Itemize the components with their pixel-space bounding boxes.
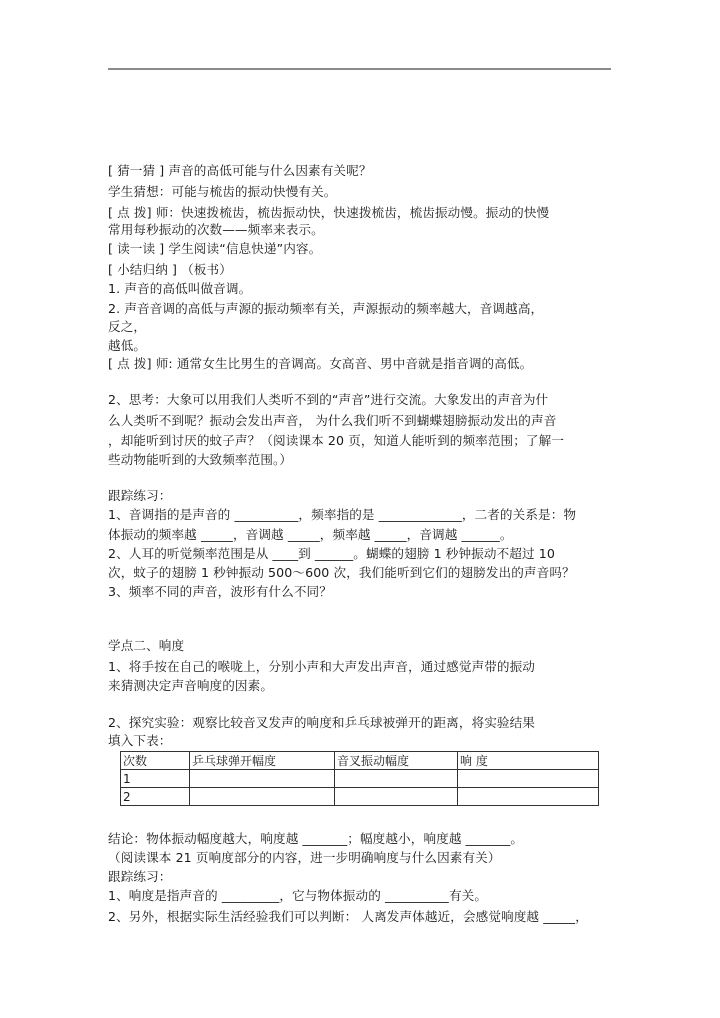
text-line: 些动物能听到的大致频率范围。） bbox=[108, 452, 293, 467]
table-header-cell: 响 度 bbox=[458, 752, 599, 770]
text-line: 1、音调指的是声音的 __________，频率指的是 _____________，二者的关系是：物 bbox=[108, 507, 577, 522]
table-header-row bbox=[121, 752, 599, 770]
text-line: 体振动的频率越 _____，音调越 _____，频率越 _____，音调越 ______。 bbox=[108, 527, 513, 542]
table-header-cell: 次数 bbox=[121, 752, 190, 770]
table-row bbox=[121, 770, 599, 788]
text-line: 越低。 bbox=[108, 338, 147, 353]
text-line: [ 小结归纳 ] （板书） bbox=[108, 262, 232, 277]
table-cell bbox=[335, 770, 458, 788]
text-line: 2. 声音音调的高低与声源的振动频率有关，声源振动的频率越大，音调越高， bbox=[108, 301, 544, 316]
text-line: 2、人耳的听觉频率范围是从 ____到 ______。蝴蝶的翅膀 1 秒钟振动不超过 10 bbox=[108, 546, 555, 561]
table-cell bbox=[458, 770, 599, 788]
header-rule bbox=[108, 68, 611, 70]
table-header-cell: 乒乓球弹开幅度 bbox=[190, 752, 335, 770]
text-line: 2、另外，根据实际生活经验我们可以判断： 人离发声体越近，会感觉响度越 _____， bbox=[108, 909, 588, 924]
text-line: 次，蚊子的翅膀 1 秒钟振动 500～600 次，我们能听到它们的翅膀发出的声音吗？ bbox=[108, 565, 575, 580]
section-heading: 学点二、响度 bbox=[108, 638, 185, 653]
section-heading: 跟踪练习： bbox=[108, 869, 172, 884]
text-line: 来猜测决定声音响度的因素。 bbox=[108, 678, 274, 693]
text-line: [ 读一读 ] 学生阅读“信息快递”内容。 bbox=[108, 241, 322, 256]
experiment-table bbox=[120, 751, 599, 806]
text-line: 常用每秒振动的次数——频率来表示。 bbox=[108, 222, 324, 237]
text-line: 填入下表： bbox=[108, 733, 172, 748]
text-line: （阅读课本 21 页响度部分的内容，进一步明确响度与什么因素有关） bbox=[108, 850, 501, 865]
text-line: 1. 声音的高低叫做音调。 bbox=[108, 281, 252, 296]
text-line: 1、将手按在自己的喉咙上，分别小声和大声发出声音，通过感觉声带的振动 bbox=[108, 659, 536, 674]
text-line: [ 点 拨] 师: 通常女生比男生的音调高。女高音、男中音就是指音调的高低。 bbox=[108, 356, 533, 371]
text-line: [ 点 拨] 师：快速拨梳齿，梳齿振动快，快速拨梳齿，梳齿振动慢。振动的快慢 bbox=[108, 205, 550, 220]
text-line: ，却能听到讨厌的蚊子声？（阅读课本 20 页，知道人能听到的频率范围；了解一 bbox=[108, 433, 565, 448]
table-row bbox=[121, 788, 599, 806]
text-line: 2、思考：大象可以用我们人类听不到的“声音”进行交流。大象发出的声音为什 bbox=[108, 392, 549, 407]
text-line: 么人类听不到呢？振动会发出声音， 为什么我们听不到蝴蝶翅膀振动发出的声音 bbox=[108, 413, 557, 428]
table-cell: 1 bbox=[121, 770, 190, 788]
text-line: 3、频率不同的声音，波形有什么不同？ bbox=[108, 584, 332, 599]
table-cell bbox=[190, 788, 335, 806]
text-line: 1、响度是指声音的 _________，它与物体振动的 __________有关。 bbox=[108, 888, 488, 903]
table-cell: 2 bbox=[121, 788, 190, 806]
text-line: 结论：物体振动幅度越大，响度越 _______；幅度越小，响度越 _______。 bbox=[108, 831, 524, 846]
text-line: 学生猜想：可能与梳齿的振动快慢有关。 bbox=[108, 184, 337, 199]
text-line: 反之， bbox=[108, 319, 147, 334]
table-cell bbox=[335, 788, 458, 806]
table-cell bbox=[458, 788, 599, 806]
section-heading: 跟踪练习： bbox=[108, 488, 172, 503]
table-header-cell: 音叉振动幅度 bbox=[335, 752, 458, 770]
table-cell bbox=[190, 770, 335, 788]
text-line: 2、探究实验：观察比较音叉发声的响度和乒乓球被弹开的距离，将实验结果 bbox=[108, 715, 536, 730]
text-line: [ 猜一猜 ] 声音的高低可能与什么因素有关呢？ bbox=[108, 163, 372, 178]
